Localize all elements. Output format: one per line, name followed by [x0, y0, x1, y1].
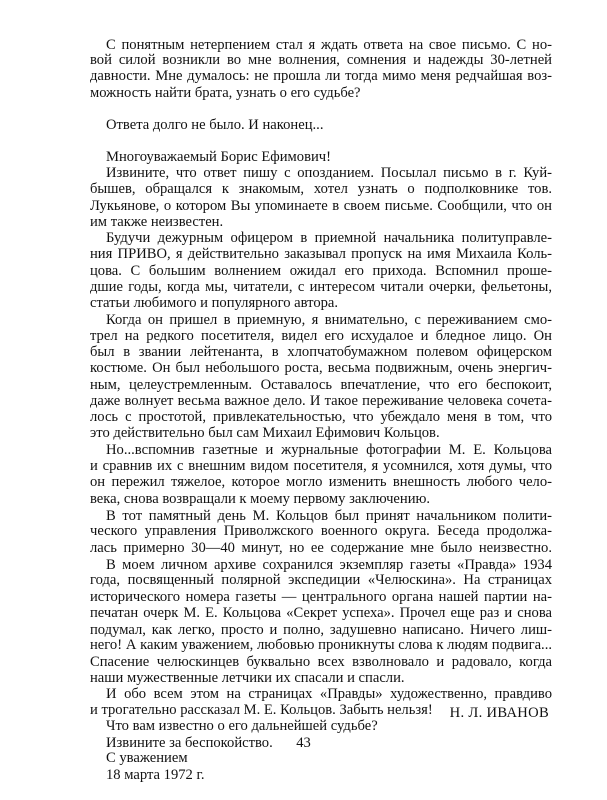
text-line: статьи любимого и популярного автора. — [90, 295, 339, 311]
text-line: лась примерно 30—40 минут, но ее содержание мне было неизвестно. — [90, 540, 552, 556]
text-line: Будучи дежурным офицером в приемной начальника политуправле- — [106, 230, 552, 246]
text-line: бышев, обращался к знакомым, хотел узнать о подполковнике тов. — [90, 181, 552, 197]
text-line: наши мужественные летчики их спасали и спасли. — [90, 670, 405, 686]
text-line: и трогательно рассказал М. Е. Кольцов. Забыть нельзя! — [90, 702, 433, 718]
text-line: Ответа долго не было. И наконец... — [106, 117, 324, 133]
text-line: это действительно был сам Михаил Ефимович Кольцов. — [90, 425, 440, 441]
text-line: Когда он пришел в приемную, я внимательно, с переживанием смо- — [106, 312, 552, 328]
text-line: даже волнует весьма важное дело. И такое переживание человека сочета- — [90, 393, 552, 409]
text-line: И обо всем этом на страницах «Правды» художественно, правдиво — [106, 686, 552, 702]
text-line: ния ПРИВО, я действительно заказывал пропуск на имя Михаила Коль- — [90, 246, 552, 262]
text-line: Многоуважаемый Борис Ефимович! — [106, 149, 331, 165]
text-line: вой силой возникли во мне волнения, сомнения и надежды 30-летней — [90, 52, 552, 68]
text-line: 18 марта 1972 г. — [106, 767, 205, 783]
text-line: ческого управления Приволжского военного округа. Беседа продолжа- — [90, 523, 552, 539]
text-line: можность найти брата, узнать о его судьбе? — [90, 85, 361, 101]
text-line: и сравнив их с внешним видом посетителя, я усомнился, хотя думы, что — [90, 458, 552, 474]
text-line: им также неизвестен. — [90, 214, 224, 230]
text-line: С понятным нетерпением стал я ждать ответа на свое письмо. С но- — [106, 37, 552, 53]
text-line: он пережил тяжелое, которое могло изменить внешность любого чело- — [90, 474, 552, 490]
text-line: Лукьянове, о котором Вы упоминаете в своем письме. Сообщили, что он — [90, 198, 552, 214]
text-line: Извините, что ответ пишу с опозданием. Посылал письмо в г. Куй- — [106, 165, 552, 181]
text-line: дшие годы, когда мы, читатели, с интересом читали очерки, фельетоны, — [90, 279, 552, 295]
text-line: печатан очерк М. Е. Кольцова «Секрет успеха». Прочел еще раз и снова — [90, 605, 552, 621]
text-line: лось с простотой, привлекательностью, что убеждало меня в том, что — [90, 409, 552, 425]
text-line: ным, целеустремленным. Оставалось впечатление, что его беспокоит, — [90, 377, 552, 393]
text-line: цова. С большим волнением ожидал его прихода. Вспомнил проше- — [90, 263, 552, 279]
text-line: года, посвященный полярной экспедиции «Челюскина». На страницах — [90, 572, 552, 588]
text-line: него! А каким уважением, любовью проникнуты слова к людям подвига... — [90, 637, 552, 653]
text-line: трел на редкого посетителя, видел его исхудалое и бледное лицо. Он — [90, 328, 552, 344]
text-line: подумал, как легко, просто и полно, задушевно написано. Ничего лиш- — [90, 622, 552, 638]
text-line: исторического номера газеты — центрального органа нашей партии на- — [90, 589, 552, 605]
page-number: 43 — [296, 735, 311, 751]
text-line: давности. Мне думалось: не прошла ли тогда мимо меня редчайшая воз- — [90, 68, 552, 84]
text-line: века, снова возвращали к моему первому заключению. — [90, 491, 431, 507]
text-line: В моем личном архиве сохранился экземпляр газеты «Правда» 1934 — [106, 557, 552, 573]
text-line: Спасение челюскинцев буквально всех взволновало и радовало, когда — [90, 654, 552, 670]
text-line: был в звании лейтенанта, в хлопчатобумажном полевом офицерском — [90, 344, 552, 360]
text-line: Что вам известно о его дальнейшей судьбе? — [106, 718, 378, 734]
text-line: В тот памятный день М. Кольцов был принят начальником полити- — [106, 508, 552, 524]
text-line: С уважением — [106, 750, 188, 766]
signature: Н. Л. ИВАНОВ — [449, 705, 549, 721]
text-line: Но...вспомнив газетные и журнальные фотографии М. Е. Кольцова — [106, 442, 552, 458]
text-line: костюме. Он был небольшого роста, весьма подвижным, очень энергич- — [90, 360, 552, 376]
text-line: Извините за беспокойство. — [106, 735, 273, 751]
